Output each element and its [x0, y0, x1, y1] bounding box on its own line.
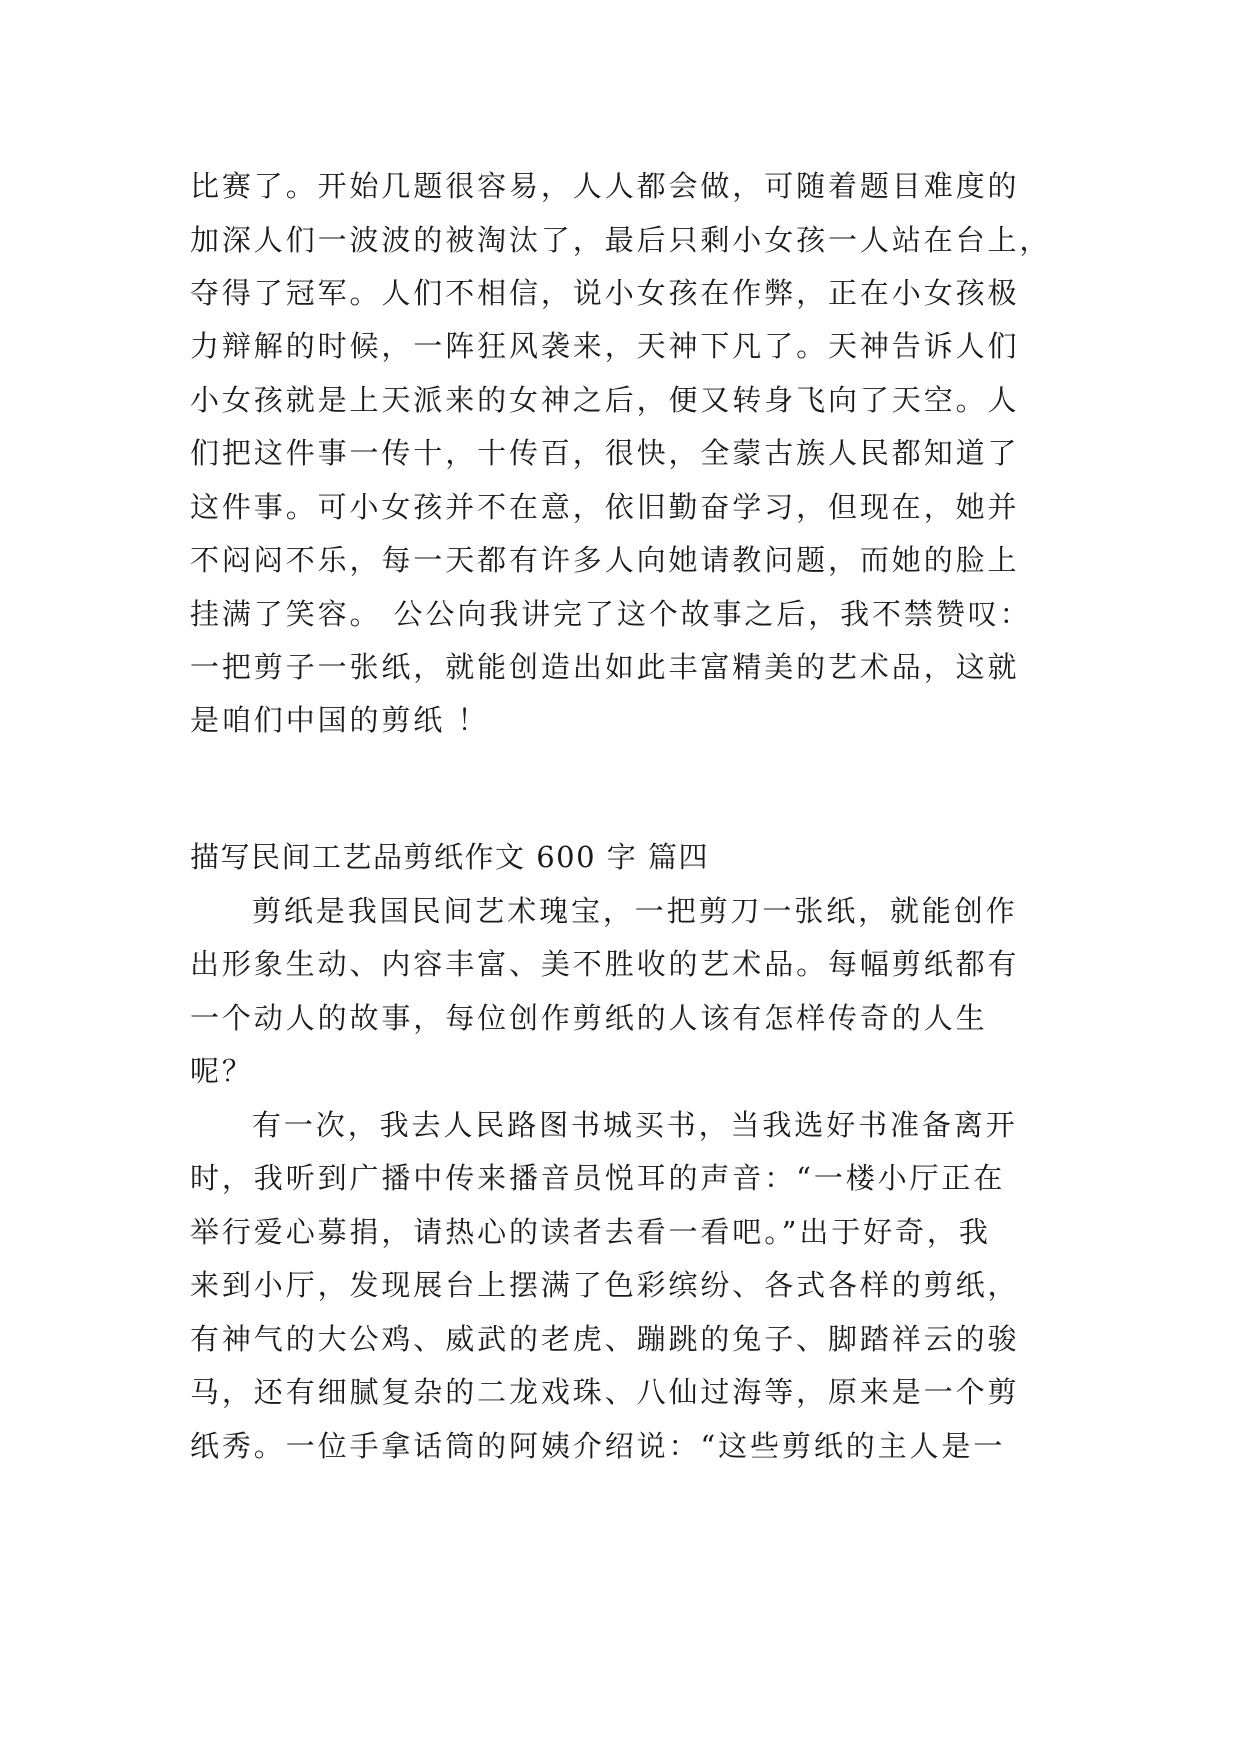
- paragraph-line: 时，我听到广播中传来播音员悦耳的声音：“一楼小厅正在: [190, 1161, 1006, 1195]
- paragraph-line: 一个动人的故事，每位创作剪纸的人该有怎样传奇的人生: [190, 1001, 988, 1035]
- text-line: 力辩解的时候，一阵狂风袭来，天神下凡了。天神告诉人们: [190, 329, 1020, 363]
- text-line: 夺得了冠军。人们不相信，说小女孩在作弊，正在小女孩极: [190, 276, 1020, 310]
- paragraph-line: 剪纸是我国民间艺术瑰宝，一把剪刀一张纸，就能创作: [252, 894, 1018, 928]
- paragraph-line: 呢？: [190, 1054, 254, 1088]
- text-line: 比赛了。开始几题很容易，人人都会做，可随着题目难度的: [190, 169, 1020, 203]
- paragraph-line: 纸秀。一位手拿话筒的阿姨介绍说：“这些剪纸的主人是一: [190, 1429, 1006, 1463]
- text-line: 小女孩就是上天派来的女神之后，便又转身飞向了天空。人: [190, 383, 1020, 417]
- text-line: 这件事。可小女孩并不在意，依旧勤奋学习，但现在，她并: [190, 490, 1020, 524]
- text-line: 挂满了笑容。 公公向我讲完了这个故事之后，我不禁赞叹：: [190, 597, 1032, 631]
- paragraph-line: 马，还有细腻复杂的二龙戏珠、八仙过海等，原来是一个剪: [190, 1375, 1020, 1409]
- text-line: 加深人们一波波的被淘汰了，最后只剩小女孩一人站在台上，: [190, 223, 1052, 257]
- text-line: 不闷闷不乐，每一天都有许多人向她请教问题，而她的脸上: [190, 543, 1020, 577]
- text-line: 是咱们中国的剪纸 ！: [190, 703, 490, 737]
- paragraph-line: 有一次，我去人民路图书城买书，当我选好书准备离开: [252, 1108, 1018, 1142]
- paragraph-line: 举行爱心募捐，请热心的读者去看一看吧。”出于好奇，我: [190, 1215, 991, 1249]
- paragraph-line: 来到小厅，发现展台上摆满了色彩缤纷、各式各样的剪纸，: [190, 1268, 1020, 1302]
- paragraph-line: 有神气的大公鸡、威武的老虎、蹦跳的兔子、脚踏祥云的骏: [190, 1322, 1020, 1356]
- section-heading: 描写民间工艺品剪纸作文 600 字 篇四: [190, 840, 710, 874]
- text-line: 一把剪子一张纸，就能创造出如此丰富精美的艺术品，这就: [190, 650, 1020, 684]
- text-line: 们把这件事一传十，十传百，很快，全蒙古族人民都知道了: [190, 436, 1020, 470]
- paragraph-line: 出形象生动、内容丰富、美不胜收的艺术品。每幅剪纸都有: [190, 947, 1020, 981]
